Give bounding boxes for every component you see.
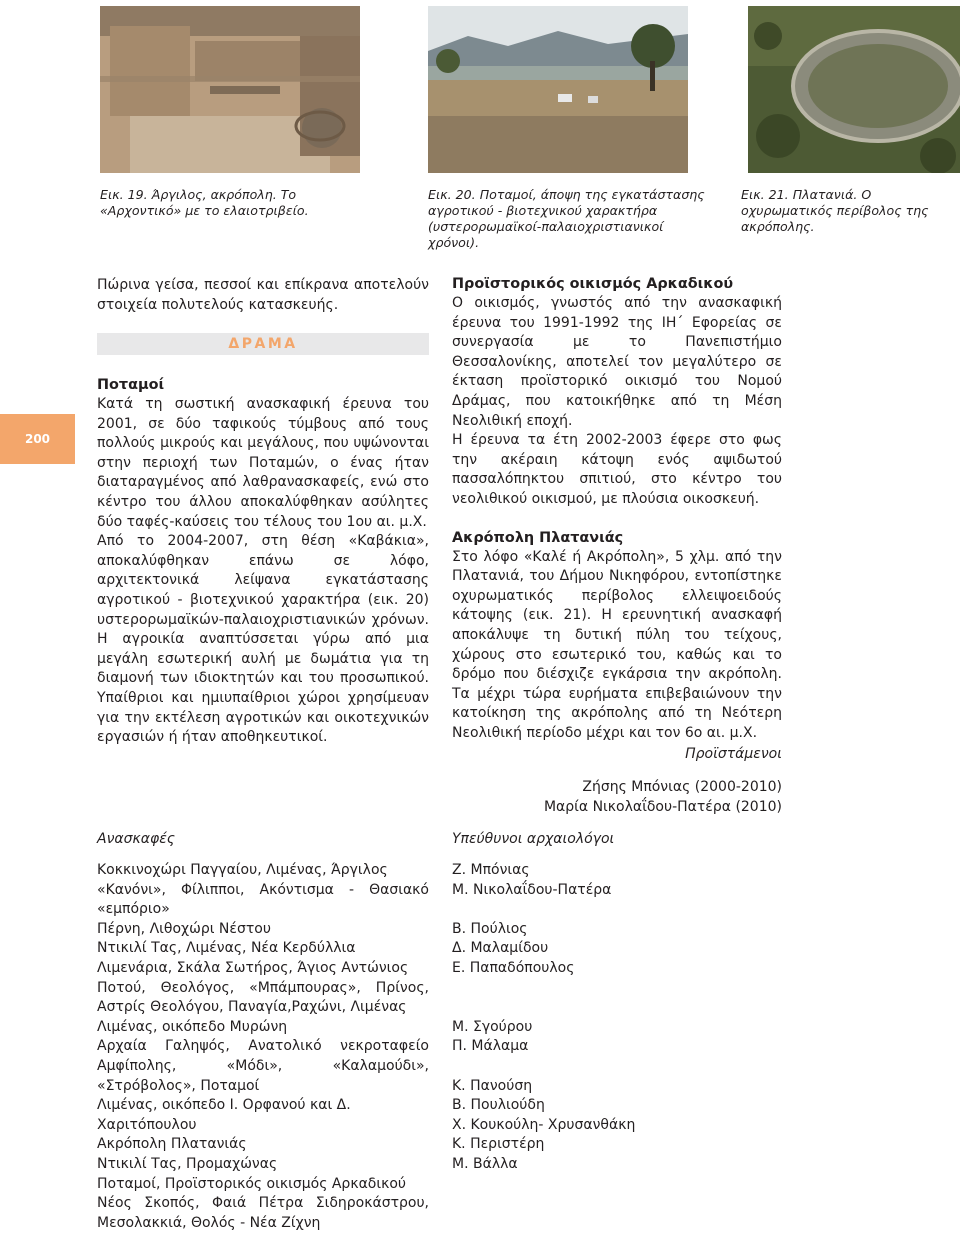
list-item: Ζ. Μπόνιας	[452, 862, 530, 878]
list-gap	[452, 979, 782, 999]
page-number: 200	[0, 414, 75, 464]
list-item: Μ. Νικολαΐδου-Πατέρα	[452, 881, 612, 898]
list-item: Β. Πουλιούδη	[452, 1097, 545, 1114]
section-title: ΔΡΑΜΑ	[228, 336, 298, 352]
caption-label: Εικ. 21.	[741, 187, 789, 202]
list-item: Μ. Βάλλα	[452, 1155, 518, 1172]
caption-label: Εικ. 19.	[100, 187, 148, 202]
intro-paragraph: Πώρινα γείσα, πεσσοί και επίκρανα αποτελούν στοιχεία πολυτελούς κατασκευής.	[97, 277, 429, 313]
section-title-bar	[97, 333, 429, 355]
photo-potamoi	[428, 6, 688, 173]
photo-argilos	[100, 6, 360, 173]
caption-text: Άργιλος, ακρόπολη. Το «Αρχοντικό» με το ελαιοτριβείο.	[100, 187, 309, 218]
archaeologists-list	[452, 861, 782, 1175]
list-item: Ε. Παπαδόπουλος	[452, 959, 575, 976]
arkadikos-paragraph-1: Ο οικισμός, γνωστός από την ανασκαφική έρευνα του 1991-1992 της ΙΗ΄ Εφορείας σε συνεργασία με το Πανεπιστήμιο Θεσσαλονίκης, αποτελεί τον μεγαλύτερο σε έκταση προϊστορικό οικισμό του Νομού Δράμας, που κατοικήθηκε από τη Μέση Νεολιθική εποχή.	[452, 295, 782, 429]
caption-text: Πλατανιά. Ο οχυρωματικός περίβολος της ακρόπολης.	[741, 187, 929, 234]
list-gap	[452, 998, 782, 1018]
list-gap	[452, 900, 782, 920]
figure-caption-21	[741, 187, 956, 235]
list-item: Νέος Σκοπός, Φαιά Πέτρα Σιδηροκάστρου, Μεσολακκιά, Θολός - Νέα Ζίχνη	[97, 1195, 429, 1231]
arkadikos-paragraph-2: Η έρευνα τα έτη 2002-2003 έφερε στο φως την ακέραιη κάτοψη ενός αψιδωτού πασσαλόπηκτου σπιτιού, στο κέντρο του νεολιθικού οικισμού, με πλούσια οικοσκευή.	[452, 432, 782, 507]
heads-label: Προϊστάμενοι	[685, 746, 782, 762]
list-item: Πέρνη, Λιθοχώρι Νέστου	[97, 920, 271, 937]
potamoi-paragraph-1: Κατά τη σωστική ανασκαφική έρευνα του 2001, σε δύο ταφικούς τύμβους από τους πολλούς μικρούς και μεγάλους, που υψώνονται στην περιοχή των Ποταμών, ο ένας ήταν διαταραγμένος από λαθρανασκαφείς, ενώ στο κέντρο του άλλου αποκαλύφθηκαν ασύλητες δύο ταφές-καύσεις του τέλους του 1ου αι. μ.Χ.	[97, 396, 429, 530]
list-item: Ακρόπολη Πλατανιάς	[97, 1136, 247, 1153]
list-item: Π. Μάλαμα	[452, 1038, 529, 1055]
potamoi-section	[97, 375, 429, 748]
list-gap	[452, 1057, 782, 1077]
list-item: Κ. Περιστέρη	[452, 1136, 545, 1153]
list-item: Μ. Σγούρου	[452, 1018, 533, 1035]
left-column	[97, 276, 429, 315]
photo-platania	[748, 6, 960, 173]
list-item: Ντικιλί Τας, Λιμένας, Νέα Κερδύλλια	[97, 940, 356, 957]
excavations-label: Ανασκαφές	[97, 831, 175, 847]
caption-label: Εικ. 20.	[428, 187, 476, 202]
list-item: Χ. Κουκούλη- Χρυσανθάκη	[452, 1116, 636, 1133]
list-item: Αρχαία Γαληψός, Ανατολικό νεκροταφείο Αμφίπολης, «Μόδι», «Καλαμούδι», «Στρόβολος», Ποταμοί	[97, 1038, 429, 1094]
list-item: Ποταμοί, Προϊστορικός οικισμός Αρκαδικού	[97, 1175, 407, 1192]
list-item: Ποτού, Θεολόγος, «Μπάμπουρας», Πρίνος, Αστρίς Θεολόγου, Παναγία,Ραχώνι, Λιμένας	[97, 979, 429, 1016]
platania-heading: Ακρόπολη Πλατανιάς	[452, 529, 624, 546]
list-item: Κ. Πανούση	[452, 1077, 533, 1094]
excavations-list	[97, 861, 429, 1233]
list-item: Λιμένας, οικόπεδο Μυρώνη	[97, 1018, 288, 1035]
list-item: «Κανόνι», Φίλιπποι, Ακόντισμα - Θασιακό «εμπόριο»	[97, 881, 429, 918]
right-column	[452, 274, 782, 743]
list-item: Β. Πούλιος	[452, 920, 528, 937]
figure-caption-19	[100, 187, 362, 219]
head-name: Μαρία Νικολαΐδου-Πατέρα (2010)	[543, 798, 782, 815]
potamoi-heading: Ποταμοί	[97, 377, 165, 393]
list-item: Δ. Μαλαμίδου	[452, 940, 549, 957]
caption-text: Ποταμοί, άποψη της εγκατάστασης αγροτικού - βιοτεχνικού χαρακτήρα (υστερορωμαϊκοί-παλαιοχριστιανικοί χρόνοι).	[428, 187, 705, 250]
archaeologists-label: Υπεύθυνοι αρχαιολόγοι	[452, 831, 615, 847]
heads-list	[452, 778, 782, 817]
list-item: Λιμενάρια, Σκάλα Σωτήρος, Άγιος Αντώνιος	[97, 959, 409, 976]
list-item: Ντικιλί Τας, Προμαχώνας	[97, 1155, 278, 1172]
platania-paragraph: Στο λόφο «Καλέ ή Ακρόπολη», 5 χλμ. από την Πλατανιά, του Δήμου Νικηφόρου, εντοπίστηκε οχυρωματικός περίβολος ελλειψοειδούς κάτοψης (εικ. 21). Η ερευνητική ανασκαφή αποκάλυψε τη δυτική πύλη του τείχους, χώρους στο εσωτερικό του, καθώς και το δρόμο που διέσχιζε εγκάρσια την ακρόπολη. Τα μέχρι τώρα ευρήματα επιβεβαιώνουν την κατοίκηση της ακρόπολης από τη Νεότερη Νεολιθική περίοδο μέχρι και τον 6ο αι. μ.Χ.	[452, 548, 782, 741]
list-item: Κοκκινοχώρι Παγγαίου, Λιμένας, Άργιλος	[97, 862, 388, 878]
list-item: Λιμένας, οικόπεδο Ι. Ορφανού και Δ. Χαριτόπουλου	[97, 1097, 351, 1133]
arkadikos-heading: Προϊστορικός οικισμός Αρκαδικού	[452, 276, 734, 292]
potamoi-paragraph-2: Από το 2004-2007, στη θέση «Καβάκια», αποκαλύφθηκαν επάνω σε λόφο, αρχιτεκτονικά λείψανα εγκατάστασης αγροτικού - βιοτεχνικού χαρακτήρα (εικ. 20) υστερορωμαϊκών-παλαιοχριστιανικών χρόνων. Η αγροικία αναπτύσσεται γύρω από μια μεγάλη εσωτερική αυλή με δωμάτια για τη διαμονή των ιδιοκτητών και του προσωπικού. Υπαίθριοι και ημιυπαίθριοι χώροι χρησίμευαν για την εκτέλεση αγροτικών και οικοτεχνικών εργασιών ή ήταν αποθηκευτικοί.	[97, 533, 429, 746]
head-name: Ζήσης Μπόνιας (2000-2010)	[582, 779, 782, 795]
figure-caption-20	[428, 187, 710, 251]
